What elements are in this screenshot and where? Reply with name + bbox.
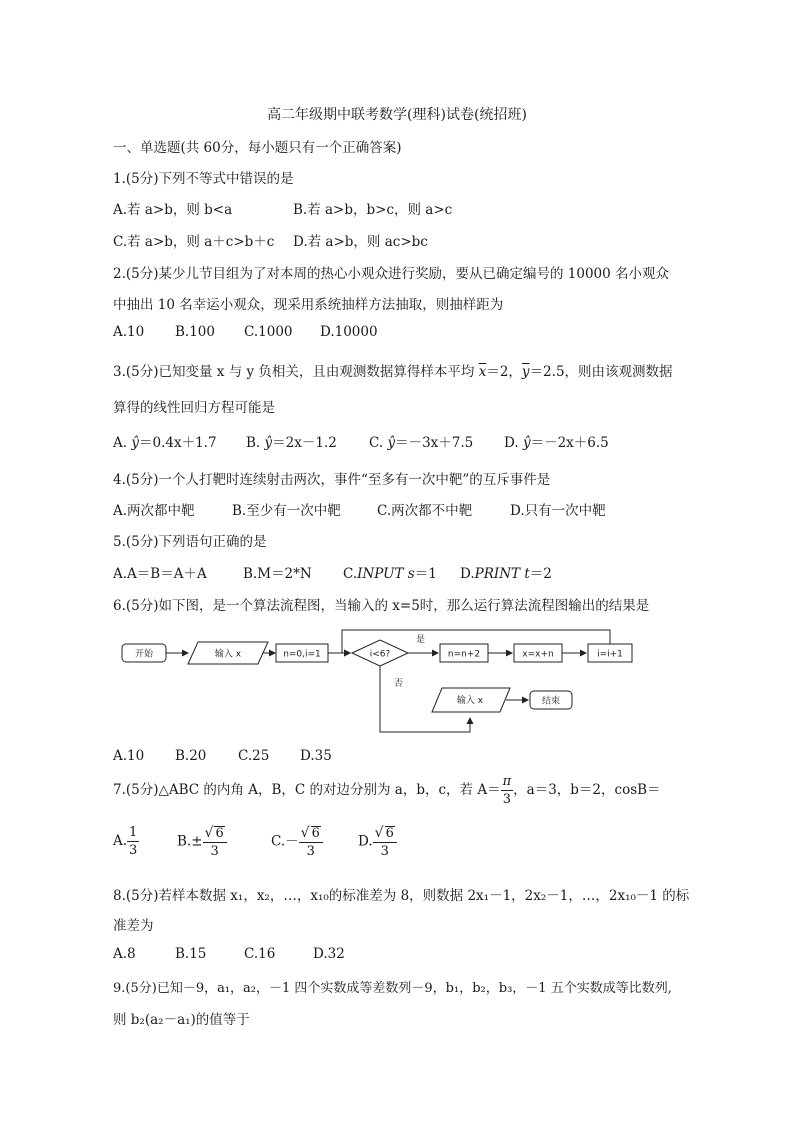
- q3-c-label: C.: [369, 435, 388, 451]
- q3-stem-line1: [113, 360, 673, 380]
- q7-a-frac: [127, 826, 139, 857]
- q7-d-label: D.: [358, 833, 373, 850]
- radical-icon: √: [204, 825, 214, 841]
- q5-option-a: A.A＝B＝A＋A: [113, 566, 207, 582]
- q3-d-label: D.: [504, 435, 523, 451]
- q5-stem: 5.(5分)下列语句正确的是: [113, 534, 267, 550]
- q3-text-eq1: ＝2，: [486, 364, 522, 380]
- flow-init-label: n=0,i=1: [283, 649, 321, 660]
- q4-option-a: A.两次都中靶: [113, 503, 195, 519]
- q2-option-d: D.10000: [320, 324, 378, 340]
- q9-stem-line1: 9.(5分)已知－9，a₁，a₂，－1 四个实数成等差数列－9，b₁，b₂，b₃，－1 五个实数成等比数列,: [113, 981, 672, 996]
- q7-d-rad: 6: [385, 826, 394, 841]
- q6-option-c: C.25: [238, 748, 270, 764]
- q8-option-a: A.8: [113, 946, 136, 962]
- q5-d-rest: ＝2: [529, 566, 552, 582]
- q2-option-c: C.1000: [244, 324, 293, 340]
- q3-option-b: [246, 431, 337, 451]
- q1-option-c: C.若 a>b，则 a＋c>b＋c: [113, 234, 275, 250]
- q7-c-label: C.－: [271, 833, 299, 850]
- q3-b-label: B.: [246, 435, 265, 451]
- q1-option-a: A.若 a>b，则 b<a: [113, 202, 233, 218]
- q2-option-a: A.10: [113, 324, 145, 340]
- q3-d-rest: ＝－2x＋6.5: [530, 435, 609, 451]
- radical-icon: √: [300, 825, 310, 841]
- q4-stem: 4.(5分)一个人打靶时连续射击两次，事件“至多有一次中靶”的互斥事件是: [113, 472, 551, 488]
- q8-stem-line1: 8.(5分)若样本数据 x₁，x₂，…，x₁₀的标准差为 8，则数据 2x₁－1，2x₂－1，…，2x₁₀－1 的标: [113, 888, 690, 904]
- flow-end-label: 结束: [541, 696, 561, 707]
- flow-output-label: 输入 x: [456, 696, 484, 706]
- q3-option-d: [504, 431, 609, 451]
- q3-b-hat: ŷ: [264, 435, 273, 451]
- q7-b-frac: [203, 826, 227, 858]
- q7-option-b: [177, 826, 227, 858]
- radical-icon: √: [374, 825, 384, 841]
- q7-c-rad: 6: [311, 826, 320, 841]
- q5-d-keyword: PRINT t: [474, 566, 530, 582]
- q7-option-d: [358, 826, 397, 858]
- q5-d-label: D.: [460, 566, 475, 582]
- q3-text-a: 3.(5分)已知变量 x 与 y 负相关，且由观测数据算得样本平均: [113, 364, 479, 380]
- q7-c-frac: [299, 826, 323, 858]
- q3-c-rest: ＝－3x＋7.5: [395, 435, 474, 451]
- q7-stem: [113, 775, 661, 806]
- q7-option-a: [113, 826, 139, 857]
- q7-a-den: 3: [129, 843, 138, 858]
- flow-condition-label: i<6?: [369, 649, 391, 660]
- q3-ybar: $\overline{y}$: [521, 364, 530, 380]
- q6-option-b: B.20: [175, 748, 207, 764]
- q7-d-frac: [373, 826, 397, 858]
- q1-option-b: B.若 a>b，b>c，则 a>c: [293, 202, 453, 218]
- q7-b-den: 3: [210, 844, 219, 859]
- q6-option-a: A.10: [113, 748, 145, 764]
- q3-a-label: A.: [113, 435, 132, 451]
- q2-stem-line2: 中抽出 10 名幸运小观众，现采用系统抽样方法抽取，则抽样距为: [113, 297, 504, 313]
- flow-step-n-label: n=n+2: [447, 649, 481, 660]
- q7-c-den: 3: [306, 844, 315, 859]
- q7-pi: π: [502, 774, 512, 789]
- q3-stem-line2: 算得的线性回归方程可能是: [113, 400, 275, 416]
- q2-stem-line1: 2.(5分)某少儿节目组为了对本周的热心小观众进行奖励，要从已确定编号的 10000 名小观众: [113, 266, 670, 282]
- flow-step-x-label: x=x+n: [522, 649, 554, 660]
- q8-stem-line2: 准差为: [113, 918, 154, 934]
- q8-option-c: C.16: [244, 946, 276, 962]
- q4-option-b: B.至少有一次中靶: [232, 503, 341, 519]
- q8-option-d: D.32: [313, 946, 345, 962]
- page-title: 高二年级期中联考数学(理科)试卷(统招班): [267, 107, 527, 123]
- q3-xbar: $\overline{x}$: [478, 364, 487, 380]
- q3-a-hat: ŷ: [131, 435, 139, 451]
- flow-yes-label: 是: [416, 635, 426, 645]
- q7-fraction-pi-3: [501, 775, 514, 806]
- q7-den: 3: [502, 792, 511, 807]
- q6-stem: 6.(5分)如下图，是一个算法流程图，当输入的 x=5时，那么运行算法流程图输出的结果是: [113, 598, 650, 614]
- q5-option-d: [460, 562, 552, 582]
- q1-option-d: D.若 a>b，则 ac>bc: [293, 234, 428, 250]
- q7-b-label: B.±: [177, 833, 203, 850]
- algorithm-flowchart: [118, 628, 640, 738]
- q3-text-b: ＝2.5，则由该观测数据: [529, 364, 673, 380]
- q7-stem-a: 7.(5分)△ABC 的内角 A，B，C 的对边分别为 a，b，c，若 A＝: [113, 782, 501, 798]
- q8-option-b: B.15: [175, 946, 207, 962]
- q9-stem-line2: 则 b₂(a₂－a₁)的值等于: [113, 1012, 250, 1028]
- q5-c-keyword: INPUT s: [357, 566, 415, 582]
- q3-c-hat: ŷ: [387, 435, 396, 451]
- q3-d-hat: ŷ: [522, 435, 531, 451]
- q7-a-num: 1: [129, 825, 138, 840]
- flow-no-label: 否: [394, 679, 404, 689]
- q3-a-rest: ＝0.4x＋1.7: [138, 435, 217, 451]
- q7-a-label: A.: [113, 833, 128, 849]
- q7-d-den: 3: [380, 844, 389, 859]
- q3-option-a: [113, 431, 217, 451]
- q5-option-c: [343, 562, 437, 582]
- q1-stem: 1.(5分)下列不等式中错误的是: [113, 171, 294, 187]
- q6-option-d: D.35: [300, 748, 332, 764]
- q7-option-c: [271, 826, 323, 858]
- q5-option-b: B.M＝2*N: [243, 566, 312, 582]
- flow-input-label: 输入 x: [214, 649, 242, 660]
- q5-c-rest: ＝1: [414, 566, 437, 582]
- q4-option-c: C.两次都不中靶: [377, 503, 473, 519]
- flow-start-label: 开始: [134, 649, 154, 660]
- q7-stem-b: ，a＝3，b＝2，cosB＝: [513, 782, 661, 798]
- q2-option-b: B.100: [175, 324, 215, 340]
- section-heading: 一、单选题(共 60分，每小题只有一个正确答案): [113, 140, 402, 156]
- q3-b-rest: ＝2x－1.2: [272, 435, 337, 451]
- flow-step-i-label: i=i+1: [597, 649, 623, 660]
- q3-option-c: [369, 431, 473, 451]
- q5-c-label: C.: [343, 566, 358, 582]
- q7-b-rad: 6: [215, 826, 224, 841]
- q4-option-d: D.只有一次中靶: [510, 503, 606, 519]
